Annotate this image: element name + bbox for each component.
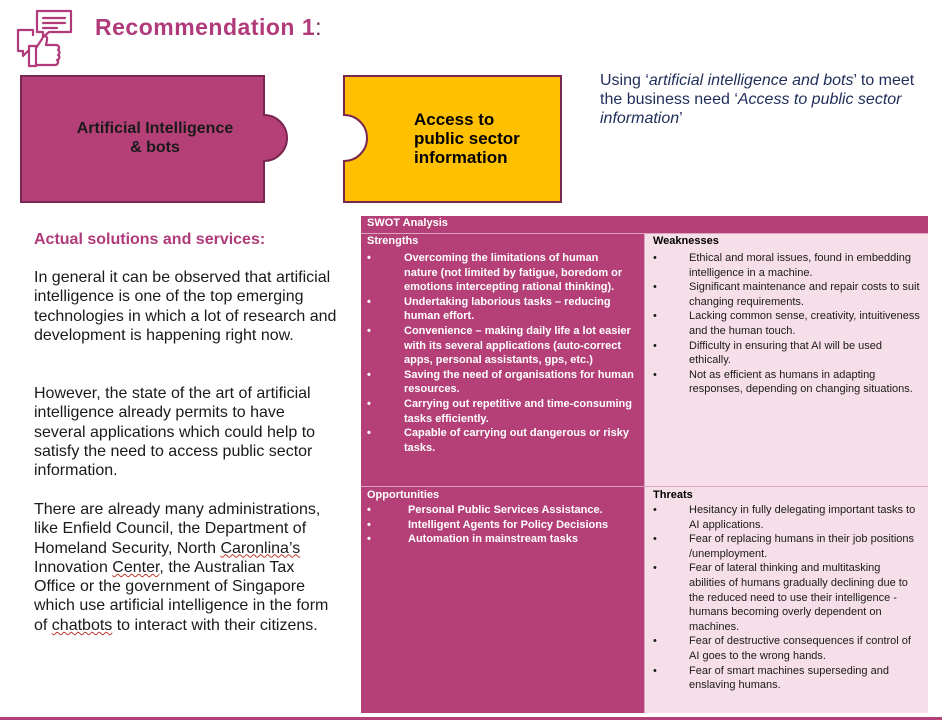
opportunities-list	[361, 502, 644, 547]
swot-item-text: Ethical and moral issues, found in embedding intelligence in a machine.	[689, 252, 911, 279]
swot-threats-cell	[644, 502, 928, 713]
bullet-icon: •	[653, 504, 657, 516]
swot-opportunities-heading: Opportunities	[361, 486, 644, 502]
swot-item-text: Convenience – making daily life a lot easier with its several applications (auto-correct apps, personal assistants, gps, etc.)	[404, 324, 631, 367]
swot-threats-item	[645, 634, 928, 663]
bullet-icon: •	[653, 252, 657, 264]
swot-item-text: Intelligent Agents for Policy Decisions	[408, 518, 609, 531]
bullet-icon: •	[653, 562, 657, 575]
swot-weaknesses-cell	[644, 248, 928, 486]
swot-item-text: Carrying out repetitive and time-consuming tasks efficiently.	[404, 397, 632, 425]
swot-weaknesses-item	[645, 280, 928, 309]
puzzle-label-ai-bots	[40, 119, 270, 157]
p3-text-1: There are already many administrations, like Enfield Council, the Department of Homeland Security, North	[34, 501, 321, 557]
bullet-icon: •	[653, 310, 657, 323]
bullet-icon: •	[367, 397, 371, 410]
p3-text-4: to interact with their citizens.	[112, 616, 318, 634]
puzzle-right-line1: Access to	[414, 110, 495, 129]
swot-weaknesses-item	[645, 251, 928, 280]
page-title	[95, 14, 322, 41]
bullet-icon: •	[653, 281, 657, 294]
swot-item-text: Fear of replacing humans in their job positions /unemployment.	[689, 533, 915, 560]
threats-list	[645, 502, 928, 693]
swot-strengths-item	[361, 397, 644, 426]
swot-item-text: Lacking common sense, creativity, intuitiveness and the human touch.	[689, 310, 920, 337]
swot-strengths-heading: Strengths	[361, 233, 644, 248]
swot-weaknesses-item	[645, 339, 928, 368]
title-text: Recommendation 1	[95, 14, 316, 40]
bullet-icon: •	[367, 368, 371, 381]
swot-item-text: Hesitancy in fully delegating important tasks to AI applications.	[689, 504, 916, 531]
bullet-icon: •	[367, 252, 371, 264]
puzzle-right-line2: public sector	[414, 129, 520, 148]
swot-threats-heading: Threats	[644, 486, 928, 502]
swot-strengths-item	[361, 295, 644, 324]
intro-italic-need: Access to public sector information	[600, 91, 902, 127]
swot-item-text: Capable of carrying out dangerous or risky tasks.	[404, 427, 629, 454]
strengths-list	[361, 248, 644, 455]
bullet-icon: •	[367, 518, 371, 531]
bullet-icon: •	[653, 368, 657, 381]
swot-item-text: Significant maintenance and repair costs to suit changing requirements.	[689, 281, 920, 308]
bullet-icon: •	[653, 339, 657, 352]
p3-text-3: , the Australian Tax Office or the government of Singapore which use artificial intelligence in the form of	[34, 558, 329, 634]
title-colon: :	[315, 14, 323, 40]
swot-title: SWOT Analysis	[361, 216, 928, 232]
intro-statement	[600, 71, 940, 128]
swot-item-text: Personal Public Services Assistance.	[408, 504, 603, 516]
p3-flagged-word-center: Center	[112, 558, 160, 576]
intro-prefix: Using ‘	[600, 72, 649, 89]
feedback-thumbs-up-icon	[15, 8, 77, 70]
swot-opportunities-cell	[361, 502, 644, 713]
puzzle-label-public-sector	[414, 110, 564, 167]
intro-italic-ai: artificial intelligence and bots	[648, 72, 854, 89]
swot-item-text: Fear of destructive consequences if control of AI goes to the wrong hands.	[689, 635, 911, 662]
puzzle-left-line1: Artificial Intelligence	[76, 120, 234, 137]
p3-flagged-word-chatbots: chatbots	[51, 616, 113, 634]
swot-opportunities-item	[361, 518, 644, 533]
solutions-paragraph-2: However, the state of the art of artificial intelligence already permits to have several applications which could help to satisfy the need to access public sector information.	[34, 385, 316, 480]
solutions-heading: Actual solutions and services:	[34, 231, 266, 248]
swot-strengths-item	[361, 324, 644, 368]
swot-strengths-item	[361, 251, 644, 295]
intro-suffix: ’	[679, 110, 683, 127]
swot-strengths-cell	[361, 248, 644, 486]
swot-item-text: Saving the need of organisations for human resources.	[404, 368, 634, 396]
swot-weaknesses-item	[645, 368, 928, 397]
bullet-icon: •	[367, 504, 371, 516]
bullet-icon: •	[367, 295, 371, 308]
intro-middle: ’ to meet the business need ‘	[600, 72, 915, 108]
solutions-paragraph-3	[34, 500, 339, 635]
swot-threats-item	[645, 532, 928, 561]
puzzle-left-line2: & bots	[130, 139, 180, 156]
swot-weaknesses-item	[645, 309, 928, 338]
swot-opportunities-item	[361, 532, 644, 547]
bullet-icon: •	[653, 635, 657, 648]
solutions-paragraph-1: In general it can be observed that artificial intelligence is one of the top emerging technologies in which a lot of research and development is happening right now.	[34, 269, 337, 344]
swot-item-text: Not as efficient as humans in adapting responses, depending on changing situations.	[689, 368, 913, 396]
bullet-icon: •	[653, 533, 657, 546]
swot-threats-item	[645, 503, 928, 532]
puzzle-right-line3: information	[414, 148, 508, 167]
swot-item-text: Automation in mainstream tasks	[408, 533, 578, 546]
p3-misspelled-word: Caronlina’s	[220, 539, 301, 557]
bottom-divider	[0, 717, 942, 720]
swot-item-text: Fear of lateral thinking and multitasking abilities of humans gradually declining due to the reduced need to use their intelligence - humans becoming overly dependent on machines.	[689, 562, 908, 633]
bullet-icon: •	[367, 324, 371, 337]
bullet-icon: •	[367, 427, 371, 440]
swot-item-text: Overcoming the limitations of human nature (not limited by fatigue, boredom or emotions intercepting rational thinking).	[404, 252, 623, 294]
swot-item-text: Difficulty in ensuring that AI will be used ethically.	[689, 339, 883, 367]
swot-opportunities-item	[361, 503, 644, 518]
swot-item-text: Undertaking laborious tasks – reducing human effort.	[404, 295, 611, 323]
weaknesses-list	[645, 248, 928, 397]
bullet-icon: •	[367, 533, 371, 546]
swot-item-text: Fear of smart machines superseding and enslaving humans.	[689, 664, 889, 692]
swot-weaknesses-heading: Weaknesses	[644, 233, 928, 248]
swot-threats-item	[645, 664, 928, 693]
swot-strengths-item	[361, 426, 644, 455]
swot-strengths-item	[361, 368, 644, 397]
swot-threats-item	[645, 561, 928, 634]
bullet-icon: •	[653, 664, 657, 677]
p3-text-2: Innovation	[34, 558, 113, 576]
